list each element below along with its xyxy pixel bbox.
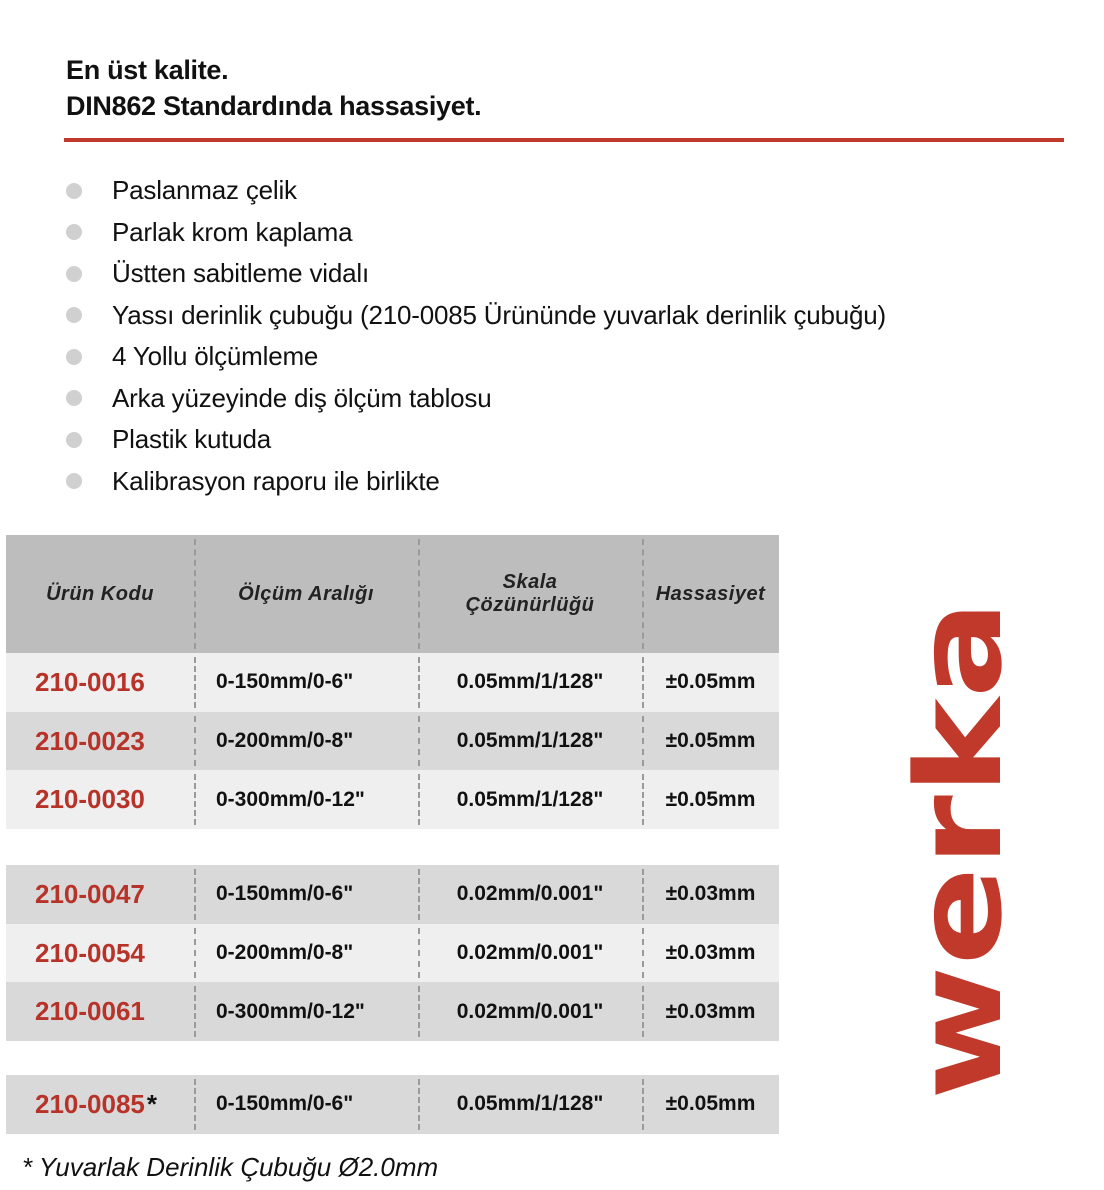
resolution: 0.05mm/1/128": [418, 653, 642, 712]
logo-text: werka: [890, 694, 1028, 1100]
resolution: 0.02mm/0.001": [418, 865, 642, 924]
bullet-icon: [66, 183, 82, 199]
table-row: [6, 712, 779, 771]
bullet-icon: [66, 266, 82, 282]
feature-item: Kalibrasyon raporu ile birlikte: [66, 461, 886, 503]
feature-item: Arka yüzeyinde diş ölçüm tablosu: [66, 378, 886, 420]
header-range: Ölçüm Aralığı: [194, 535, 418, 653]
bullet-icon: [66, 432, 82, 448]
bullet-icon: [66, 224, 82, 240]
measure-range: 0-150mm/0-6": [194, 1075, 418, 1134]
feature-item: Paslanmaz çelik: [66, 170, 886, 212]
resolution: 0.02mm/0.001": [418, 982, 642, 1041]
feature-item: Yassı derinlik çubuğu (210-0085 Ürününde yuvarlak derinlik çubuğu): [66, 295, 886, 337]
measure-range: 0-200mm/0-8": [194, 712, 418, 771]
product-code: 210-0030: [35, 784, 145, 815]
bullet-icon: [66, 390, 82, 406]
spec-table-group-3: [6, 1075, 779, 1134]
accuracy: ±0.05mm: [642, 770, 779, 829]
measure-range: 0-150mm/0-6": [194, 653, 418, 712]
feature-item: Üstten sabitleme vidalı: [66, 253, 886, 295]
header-resolution: Skala Çözünürlüğü: [418, 535, 642, 653]
product-code: 210-0016: [35, 666, 145, 697]
table-row: [6, 1075, 779, 1134]
table-row: [6, 982, 779, 1041]
bullet-icon: [66, 473, 82, 489]
accuracy: ±0.05mm: [642, 1075, 779, 1134]
table-row: [6, 770, 779, 829]
accent-divider: [64, 138, 1064, 142]
product-code: 210-0085 *: [35, 1088, 158, 1120]
headline-line-2: DIN862 Standardında hassasiyet.: [66, 91, 482, 121]
accuracy: ±0.05mm: [642, 653, 779, 712]
product-code: 210-0023: [35, 725, 145, 756]
table-row: [6, 653, 779, 712]
header-code: Ürün Kodu: [46, 582, 154, 605]
bullet-icon: [66, 307, 82, 323]
product-code: 210-0054: [35, 937, 145, 968]
werka-logo: [890, 600, 1028, 1100]
resolution: 0.05mm/1/128": [418, 712, 642, 771]
bullet-icon: [66, 349, 82, 365]
resolution: 0.05mm/1/128": [418, 770, 642, 829]
measure-range: 0-200mm/0-8": [194, 924, 418, 983]
measure-range: 0-300mm/0-12": [194, 770, 418, 829]
footnote: * Yuvarlak Derinlik Çubuğu Ø2.0mm: [22, 1152, 439, 1182]
feature-item: 4 Yollu ölçümleme: [66, 336, 886, 378]
table-row: [6, 924, 779, 983]
accuracy: ±0.03mm: [642, 924, 779, 983]
measure-range: 0-300mm/0-12": [194, 982, 418, 1041]
product-code: 210-0061: [35, 996, 145, 1027]
accuracy: ±0.03mm: [642, 865, 779, 924]
table-header: [6, 535, 779, 653]
accuracy: ±0.05mm: [642, 712, 779, 771]
table-row: [6, 865, 779, 924]
spec-table-group-1: [6, 535, 779, 829]
product-code: 210-0047: [35, 878, 145, 909]
header-accuracy: Hassasiyet: [642, 535, 779, 653]
resolution: 0.02mm/0.001": [418, 924, 642, 983]
measure-range: 0-150mm/0-6": [194, 865, 418, 924]
spec-table-group-2: [6, 865, 779, 1041]
feature-item: Plastik kutuda: [66, 419, 886, 461]
accuracy: ±0.03mm: [642, 982, 779, 1041]
headline-line-1: En üst kalite.: [66, 55, 229, 85]
resolution: 0.05mm/1/128": [418, 1075, 642, 1134]
headline: [66, 52, 481, 124]
feature-list: [66, 170, 886, 502]
feature-item: Parlak krom kaplama: [66, 212, 886, 254]
